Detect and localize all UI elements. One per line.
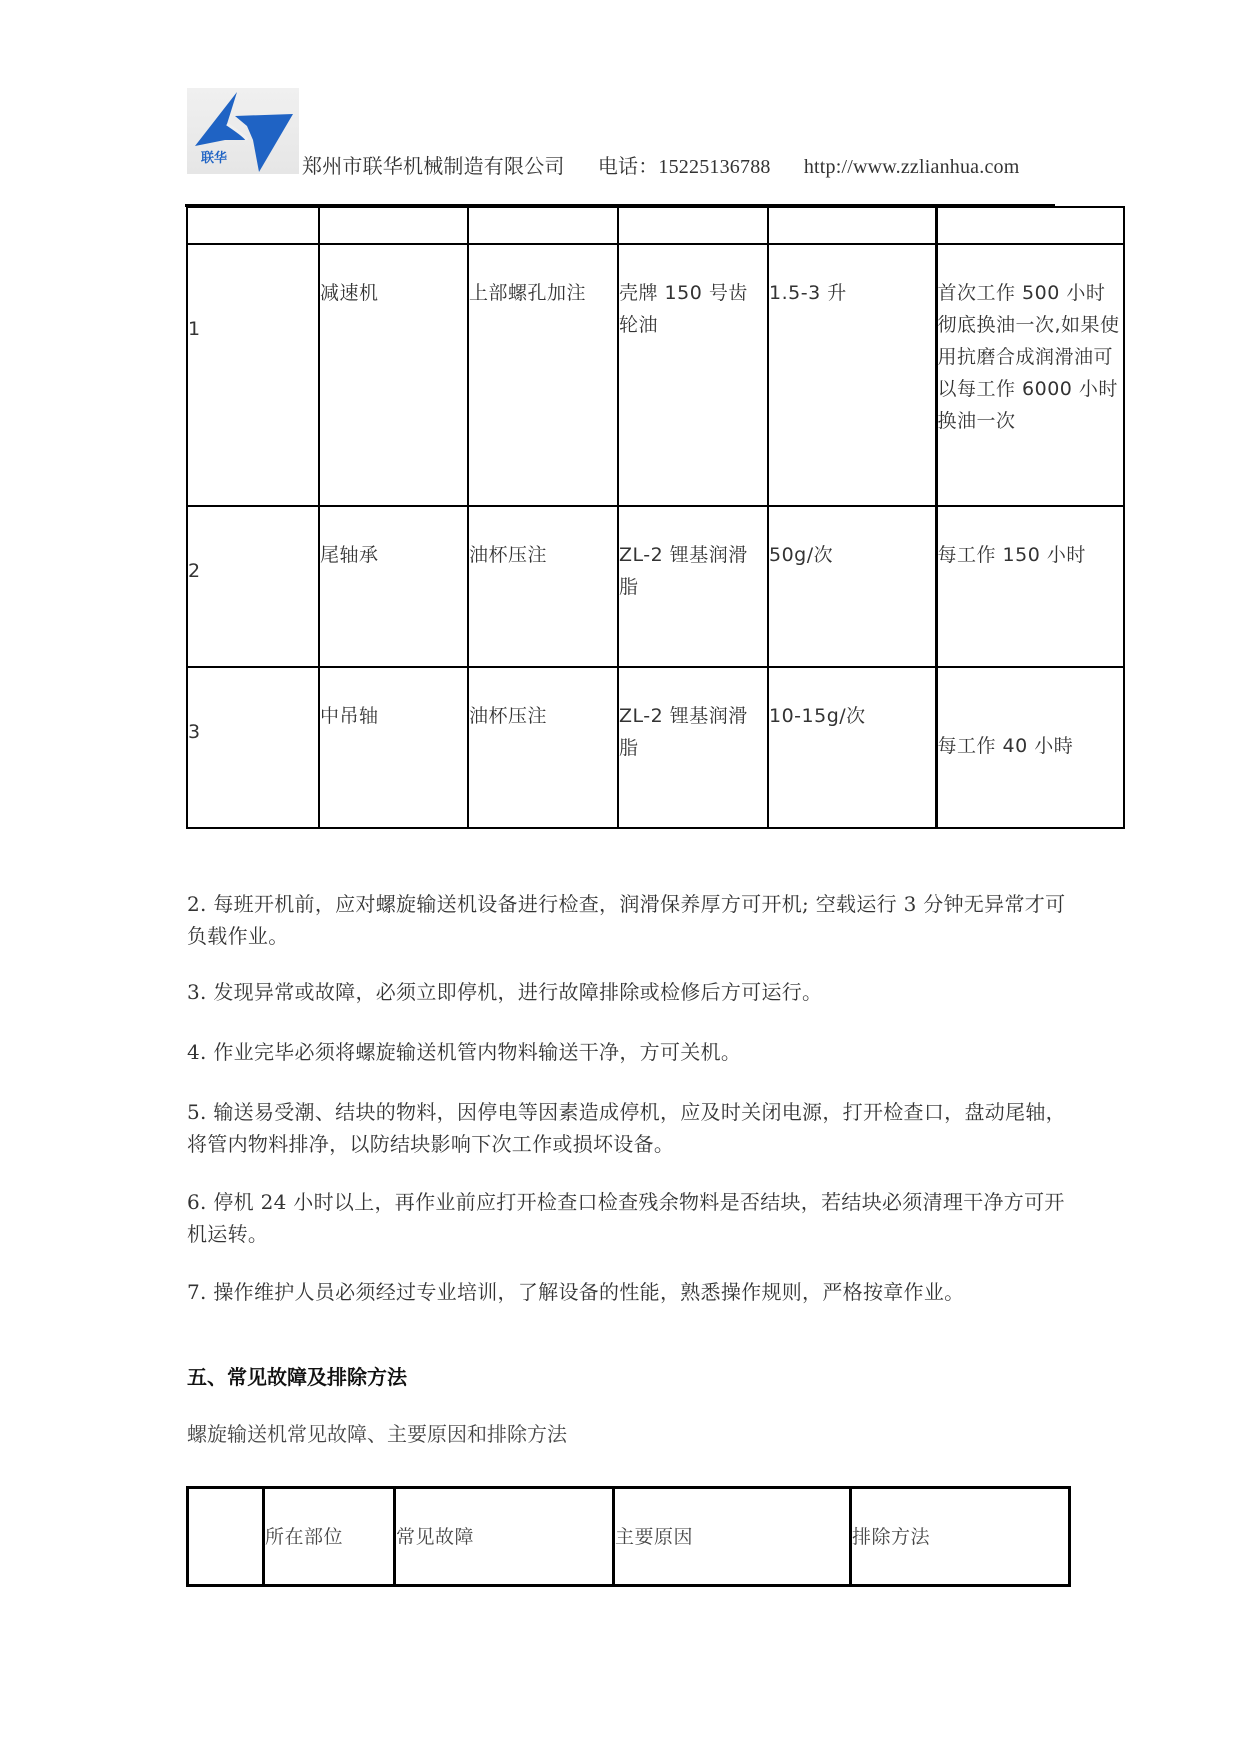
row-number: 3 xyxy=(188,721,201,743)
header-cell xyxy=(188,1488,264,1586)
header-contact-line xyxy=(302,150,1048,179)
lubrication-table xyxy=(186,206,1125,829)
amount-cell: 1.5-3 升 xyxy=(769,282,847,304)
interval-cell: 每工作 40 小時 xyxy=(937,735,1074,757)
row-number: 2 xyxy=(188,560,201,582)
header-cell-location: 所在部位 xyxy=(264,1488,395,1586)
method-cell: 油杯压注 xyxy=(469,544,548,566)
phone-number: 电话：15225136788 xyxy=(597,156,771,178)
instruction-paragraph: 7. 操作维护人员必须经过专业培训，了解设备的性能，熟悉操作规则，严格按章作业。 xyxy=(187,1280,965,1304)
instruction-paragraph: 2. 每班开机前，应对螺旋输送机设备进行检查，润滑保养厚方可开机; 空载运行 3 分钟无异常才可负载作业。 xyxy=(187,892,1066,948)
table-header-row xyxy=(188,1488,1070,1586)
interval-cell: 首次工作 500 小时彻底换油一次,如果使用抗磨合成润滑油可以每工作 6000 小时换油一次 xyxy=(937,282,1120,432)
fault-table xyxy=(186,1486,1071,1587)
part-cell: 尾轴承 xyxy=(320,544,379,566)
header-cell-cause: 主要原因 xyxy=(614,1488,851,1586)
website-link[interactable]: http://www.zzlianhua.com xyxy=(803,156,1020,178)
header-cell xyxy=(618,207,768,244)
header-cell xyxy=(187,207,319,244)
lubricant-cell: ZL-2 锂基润滑脂 xyxy=(619,544,748,598)
part-cell: 减速机 xyxy=(320,282,379,304)
header-cell xyxy=(768,207,936,244)
table-caption: 螺旋输送机常见故障、主要原因和排除方法 xyxy=(187,1422,567,1446)
method-cell: 上部螺孔加注 xyxy=(469,282,587,304)
amount-cell: 50g/次 xyxy=(769,544,834,566)
header-cell xyxy=(468,207,618,244)
lubricant-cell: ZL-2 锂基润滑脂 xyxy=(619,705,748,759)
lubricant-cell: 壳牌 150 号齿轮油 xyxy=(619,282,748,336)
instruction-paragraph: 5. 输送易受潮、结块的物料，因停电等因素造成停机，应及时关闭电源，打开检查口，盘动尾轴，将管内物料排净，以防结块影响下次工作或损坏设备。 xyxy=(187,1100,1066,1156)
table-row xyxy=(187,506,1124,667)
lianhua-logo-icon xyxy=(187,88,299,174)
section-heading: 五、常见故障及排除方法 xyxy=(187,1365,407,1389)
header-cell-fault: 常见故障 xyxy=(395,1488,614,1586)
table-row xyxy=(187,244,1124,506)
header-cell xyxy=(319,207,468,244)
table-header-row xyxy=(187,207,1124,244)
header-cell xyxy=(936,207,1124,244)
company-logo xyxy=(187,88,299,174)
method-cell: 油杯压注 xyxy=(469,705,548,727)
amount-cell: 10-15g/次 xyxy=(769,705,866,727)
company-name: 郑州市联华机械制造有限公司 xyxy=(302,156,565,178)
header-cell-remedy: 排除方法 xyxy=(851,1488,1070,1586)
part-cell: 中吊轴 xyxy=(320,705,379,727)
row-number: 1 xyxy=(188,318,201,340)
instruction-paragraph: 3. 发现异常或故障，必须立即停机，进行故障排除或检修后方可运行。 xyxy=(187,980,823,1004)
interval-cell: 每工作 150 小时 xyxy=(937,544,1086,566)
instruction-paragraph: 6. 停机 24 小时以上，再作业前应打开检查口检查残余物料是否结块，若结块必须清理干净方可开机运转。 xyxy=(187,1190,1065,1246)
instruction-paragraph: 4. 作业完毕必须将螺旋输送机管内物料输送干净，方可关机。 xyxy=(187,1040,742,1064)
table-row xyxy=(187,667,1124,828)
logo-text: 联华 xyxy=(201,151,228,166)
